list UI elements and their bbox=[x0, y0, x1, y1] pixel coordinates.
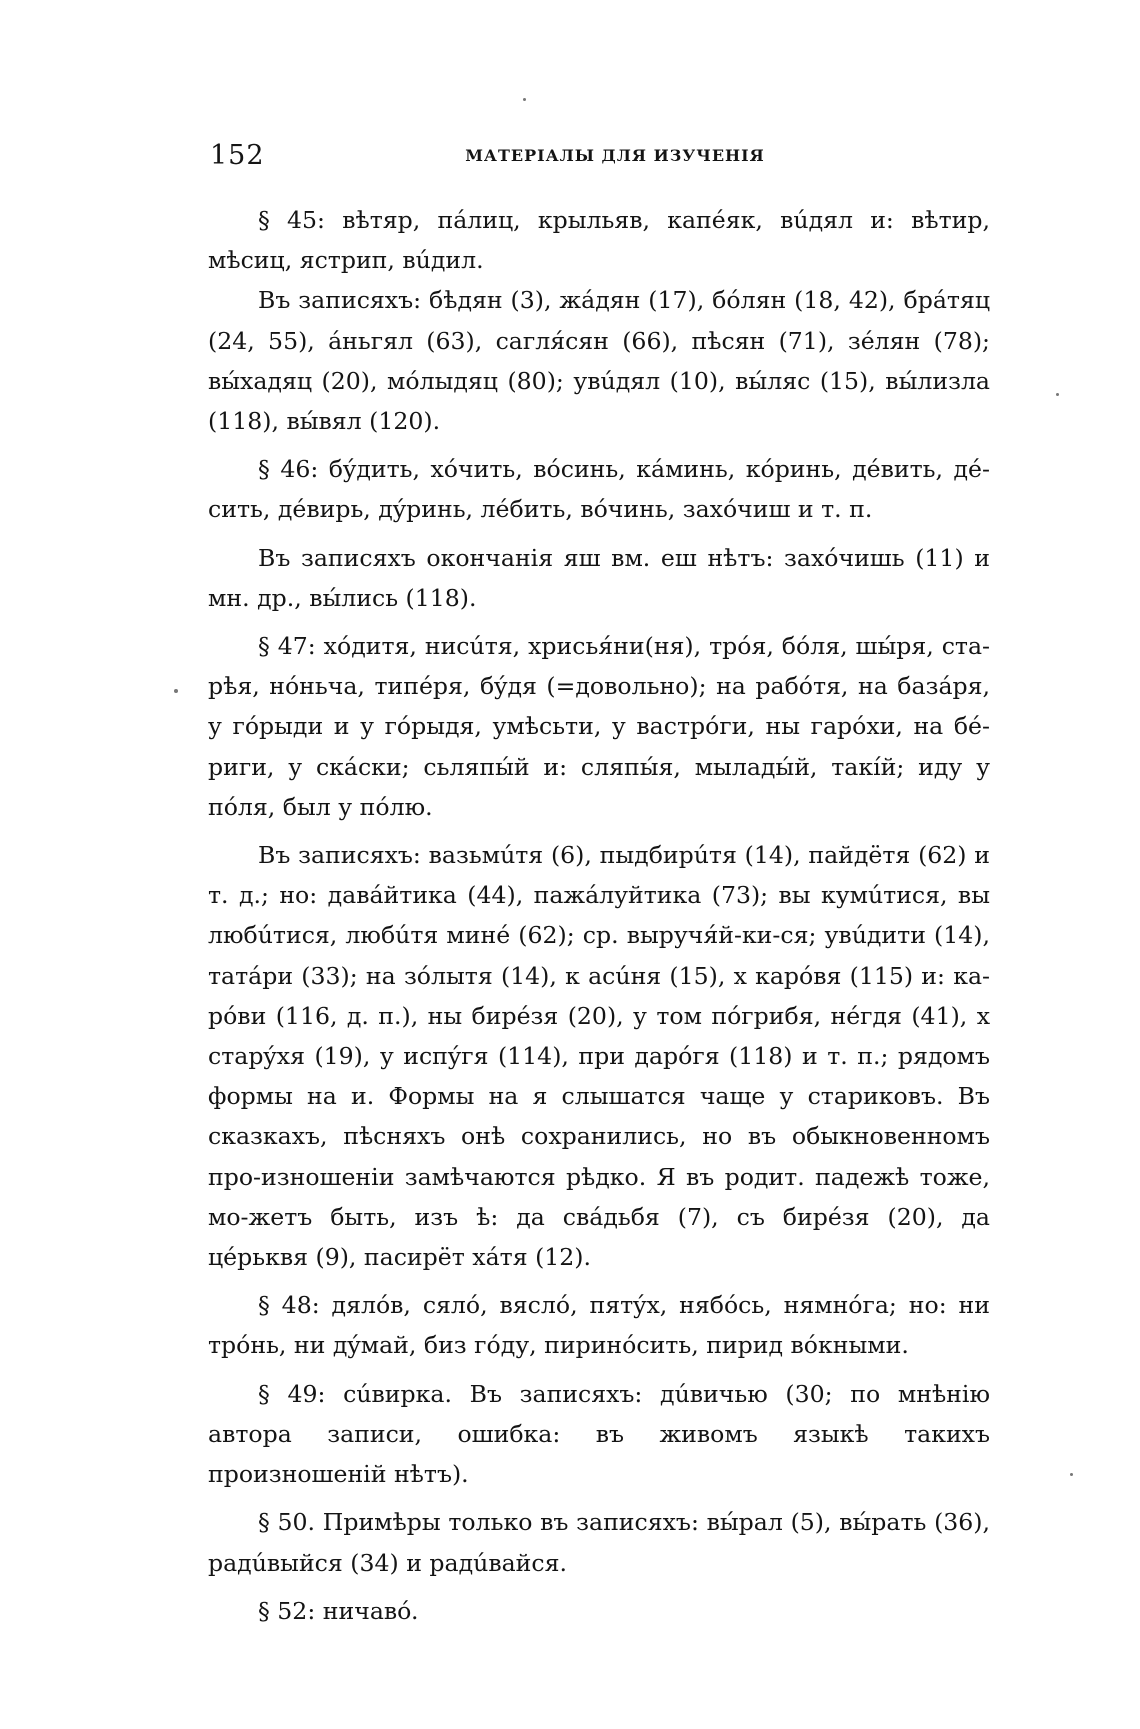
paragraph-47: § 47: хóдитя, нисúтя, хрисья́ни(ня), трóя, бóля, шы́ря, ста-рѣя, нóньча, типéря, бýдя (=довольно); на рабóтя, на базáря, у гóрыди и у гóрыдя, умѣсьти, у вастрóги, ны гарóхи, на бé-риги, у скáски; сьляпы́й и: сляпы́я, мылады́й, такі́й; иду у пóля, был у пóлю. bbox=[208, 632, 990, 821]
paragraph-46: § 46: бýдить, хóчить, вóсинь, кáминь, кóринь, дéвить, дé-сить, дéвирь, дýринь, лéбить, вóчинь, захóчиш и т. п. bbox=[208, 455, 990, 524]
page-body bbox=[208, 200, 990, 1631]
scan-speck bbox=[174, 689, 178, 693]
paragraph-45: § 45: вѣтяр, пáлиц, крыльяв, капéяк, вúдял и: вѣтир, мѣсиц, ястрип, вúдил. bbox=[208, 206, 990, 275]
paragraph-48: § 48: дялóв, сялó, вяслó, пятýх, нябóсь, нямнóга; но: ни трóнь, ни дýмай, биз гóду, пиринóсить, пирид вóкными. bbox=[208, 1291, 990, 1360]
paragraph-52: § 52: ничавó. bbox=[258, 1596, 419, 1625]
scan-speck bbox=[523, 98, 526, 101]
page-number: 152 bbox=[210, 140, 265, 171]
paragraph-47-records: Въ записяхъ: вазьмúтя (6), пыдбирúтя (14), пайдётя (62) и т. д.; но: давáйтика (44), пажáлуйтика (73); вы кумúтися, вы любúтися, любúтя минé (62); ср. выручя́й-ки-ся; увúдити (14), татáри (33); на зóлытя (14), к асúня (15), х карóвя (115) и: ка-рóви (116, д. п.), ны бирéзя (20), у том пóгрибя, нéгдя (41), х старýхя (19), у испýгя (114), при дарóгя (118) и т. п.; рядомъ формы на и. Формы на я слышатся чаще у стариковъ. Въ сказкахъ, пѣсняхъ онѣ сохранились, но въ обыкновенномъ про-изношеніи замѣчаются рѣдко. Я въ родит. падежѣ тоже, мо-жетъ быть, изъ ѣ: да свáдьбя (7), съ бирéзя (20), да цéрьквя (9), пасирёт хáтя (12). bbox=[208, 841, 990, 1272]
paragraph-45-records: Въ записяхъ: бѣдян (3), жáдян (17), бóлян (18, 42), брáтяц (24, 55), áньгял (63), сагля́сян (66), пѣсян (71), зéлян (78); вы́хадяц (20), мóлыдяц (80); увúдял (10), вы́ляс (15), вы́лизла (118), вы́вял (120). bbox=[208, 286, 990, 436]
running-title: МАТЕРІАЛЫ ДЛЯ ИЗУЧЕНІЯ bbox=[465, 146, 765, 165]
paragraph-50: § 50. Примѣры только въ записяхъ: вы́рал (5), вы́рать (36), радúвыйся (34) и радúвайся. bbox=[208, 1508, 990, 1577]
scan-speck bbox=[1056, 393, 1059, 396]
paragraph-49: § 49: сúвирка. Въ записяхъ: дúвичью (30; по мнѣнію автора записи, ошибка: въ живомъ языкѣ такихъ произношеній нѣтъ). bbox=[208, 1379, 990, 1489]
paragraph-46-records: Въ записяхъ окончанія яш вм. еш нѣтъ: захóчишь (11) и мн. др., вы́лись (118). bbox=[208, 543, 990, 612]
scan-speck bbox=[1070, 1473, 1073, 1476]
page-header bbox=[210, 140, 990, 180]
